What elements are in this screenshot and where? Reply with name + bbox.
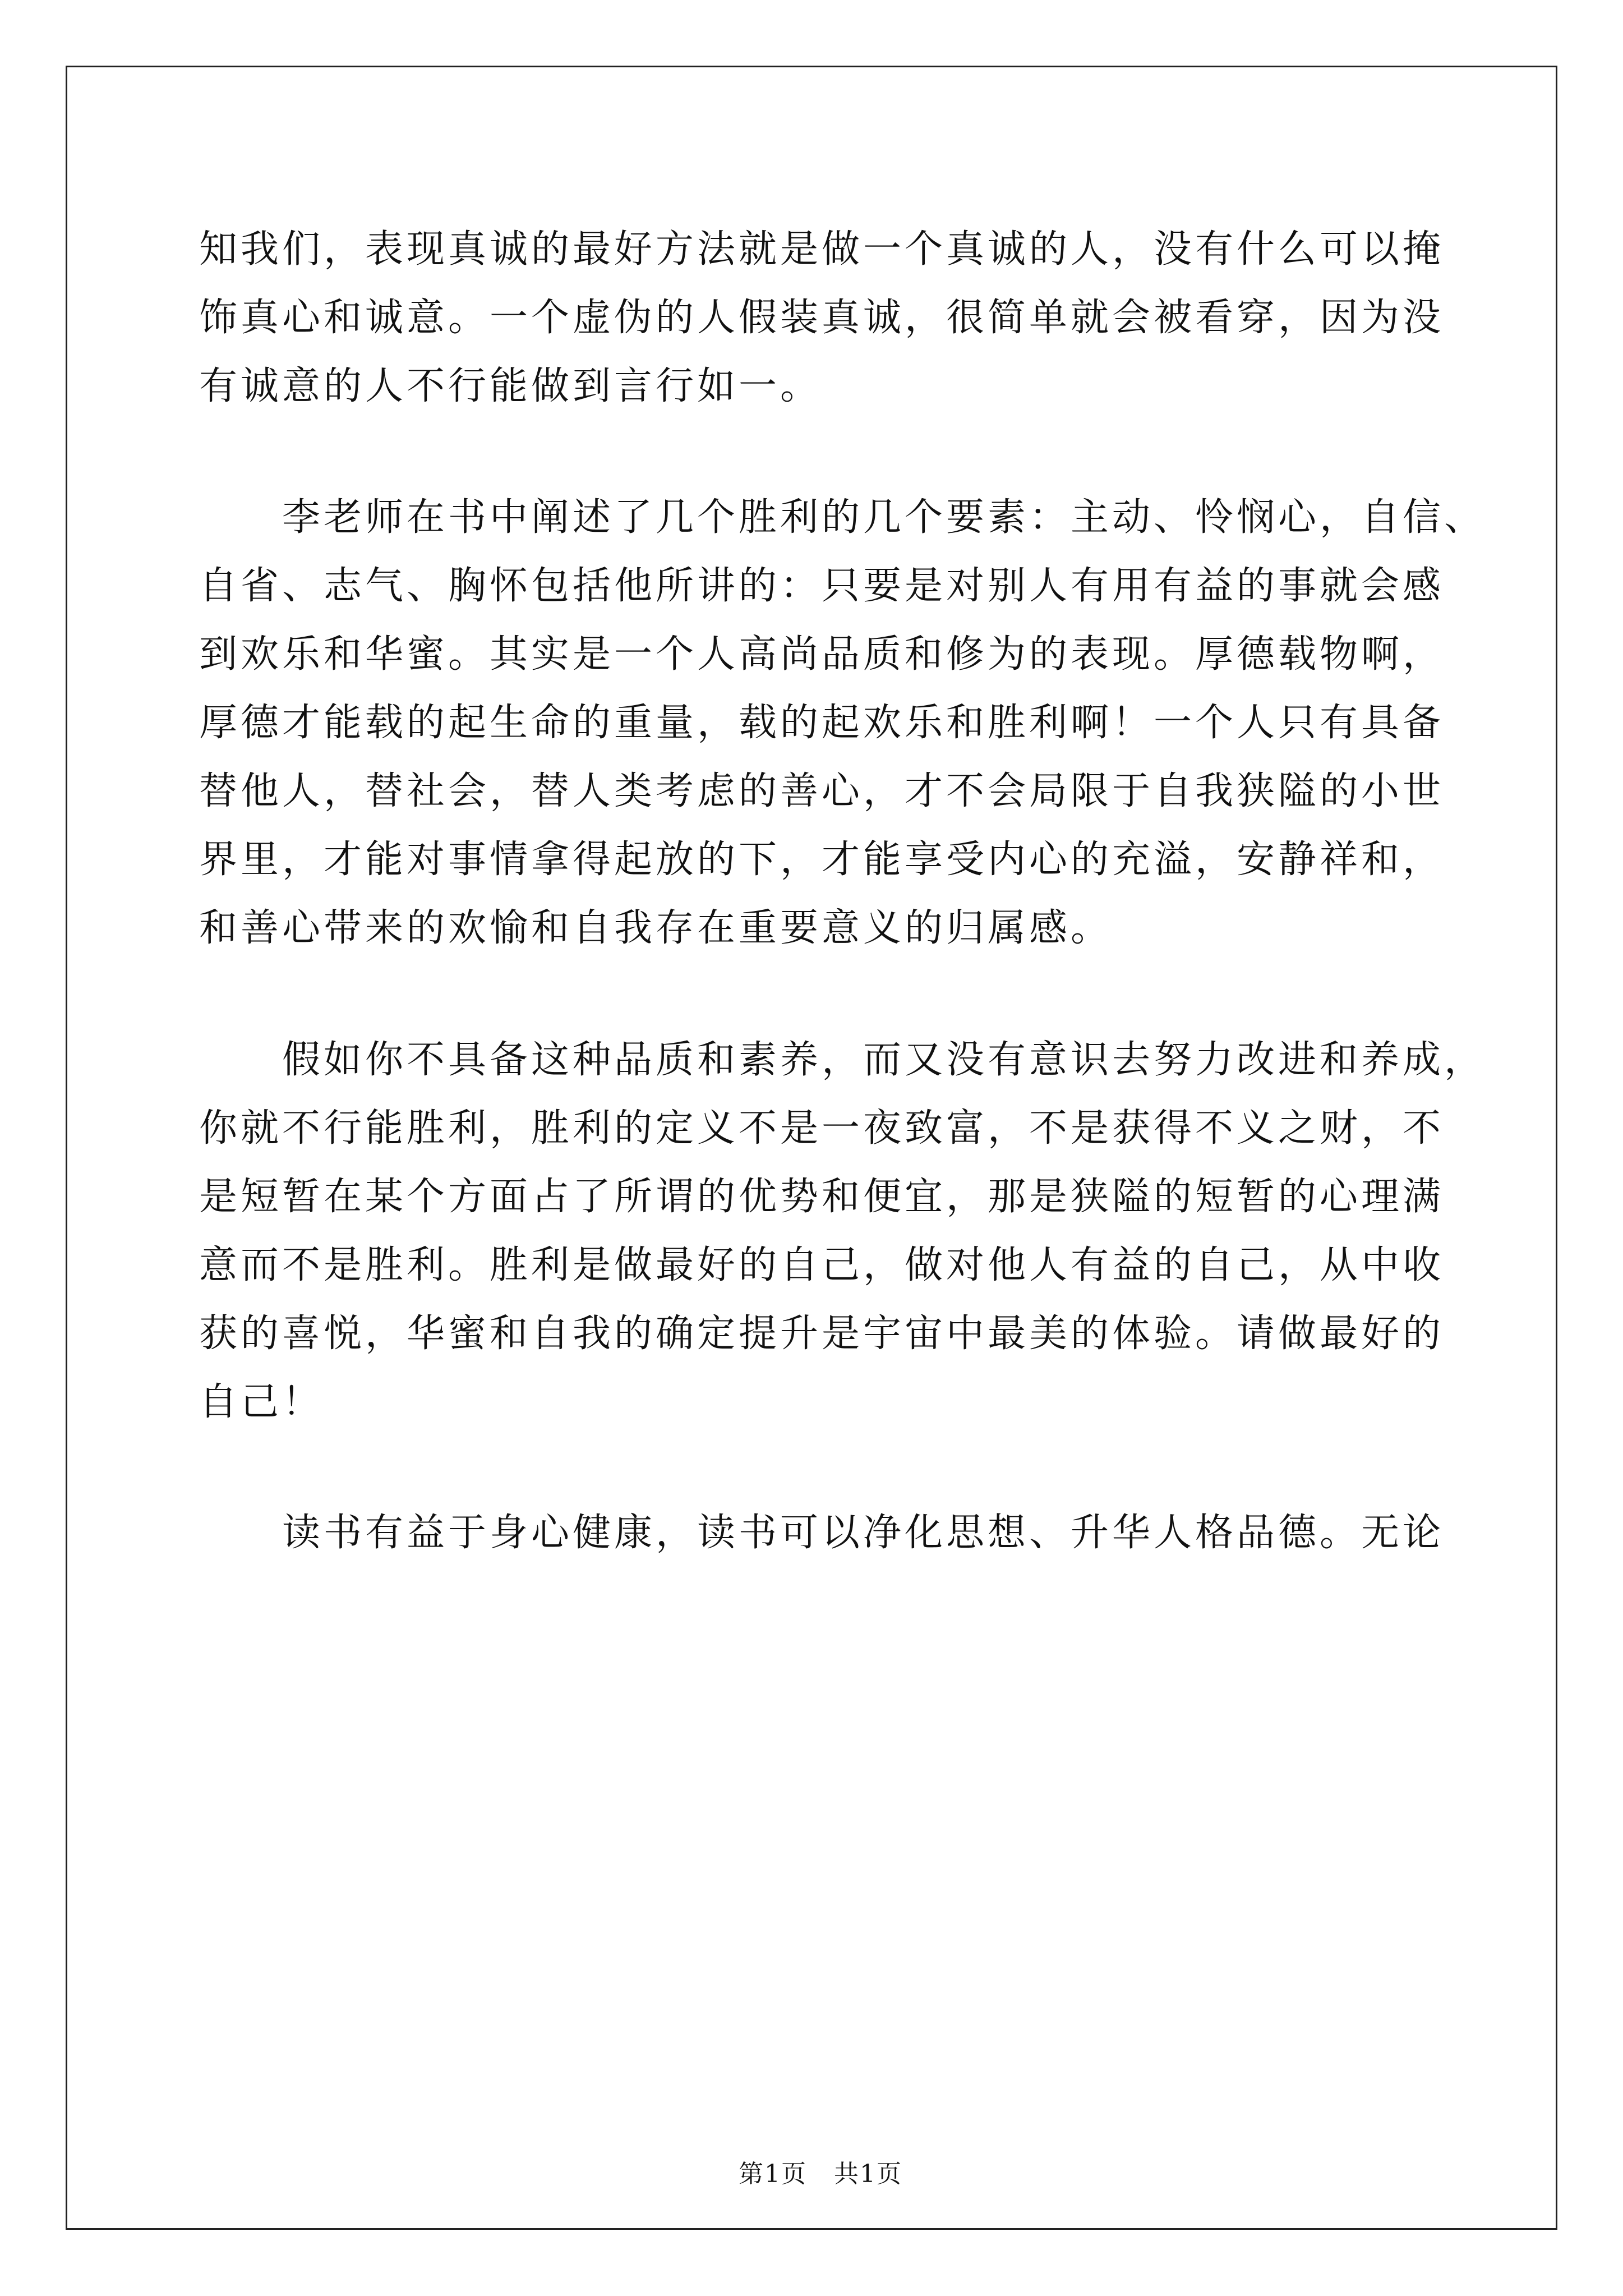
text-line: 有诚意的人不行能做到言行如一。 xyxy=(199,364,822,408)
text-line: 厚德才能载的起生命的重量，载的起欢乐和胜利啊！一个人只有具备 xyxy=(199,701,1445,745)
paragraph-first-line: 李老师在书中阐述了几个胜利的几个要素：主动、怜悯心，自信、 xyxy=(282,495,1486,540)
text-line: 知我们，表现真诚的最好方法就是做一个真诚的人，没有什么可以掩 xyxy=(199,227,1445,272)
text-line: 意而不是胜利。胜利是做最好的自己，做对他人有益的自己，从中收 xyxy=(199,1243,1445,1287)
text-line: 界里，才能对事情拿得起放的下，才能享受内心的充溢，安静祥和， xyxy=(199,838,1445,882)
text-line: 是短暂在某个方面占了所谓的优势和便宜，那是狭隘的短暂的心理满 xyxy=(199,1175,1445,1219)
text-line: 获的喜悦，华蜜和自我的确定提升是宇宙中最美的体验。请做最好的 xyxy=(199,1312,1445,1356)
text-line: 你就不行能胜利，胜利的定义不是一夜致富，不是获得不义之财，不 xyxy=(199,1106,1445,1151)
page-number-label: 第1页 共1页 xyxy=(739,2160,902,2188)
text-line: 饰真心和诚意。一个虚伪的人假装真诚，很简单就会被看穿，因为没 xyxy=(199,296,1445,340)
text-line: 和善心带来的欢愉和自我存在重要意义的归属感。 xyxy=(199,906,1113,950)
text-line: 替他人，替社会，替人类考虑的善心，才不会局限于自我狭隘的小世 xyxy=(199,769,1445,813)
paragraph-first-line: 读书有益于身心健康，读书可以净化思想、升华人格品德。无论 xyxy=(282,1511,1445,1555)
text-line: 自省、志气、胸怀包括他所讲的：只要是对别人有用有益的事就会感 xyxy=(199,564,1445,608)
text-line: 自己！ xyxy=(199,1380,324,1424)
page-footer xyxy=(0,2127,1623,2190)
paragraph-first-line: 假如你不具备这种品质和素养，而又没有意识去努力改进和养成， xyxy=(282,1038,1486,1082)
text-line: 到欢乐和华蜜。其实是一个人高尚品质和修为的表现。厚德载物啊， xyxy=(199,632,1445,677)
